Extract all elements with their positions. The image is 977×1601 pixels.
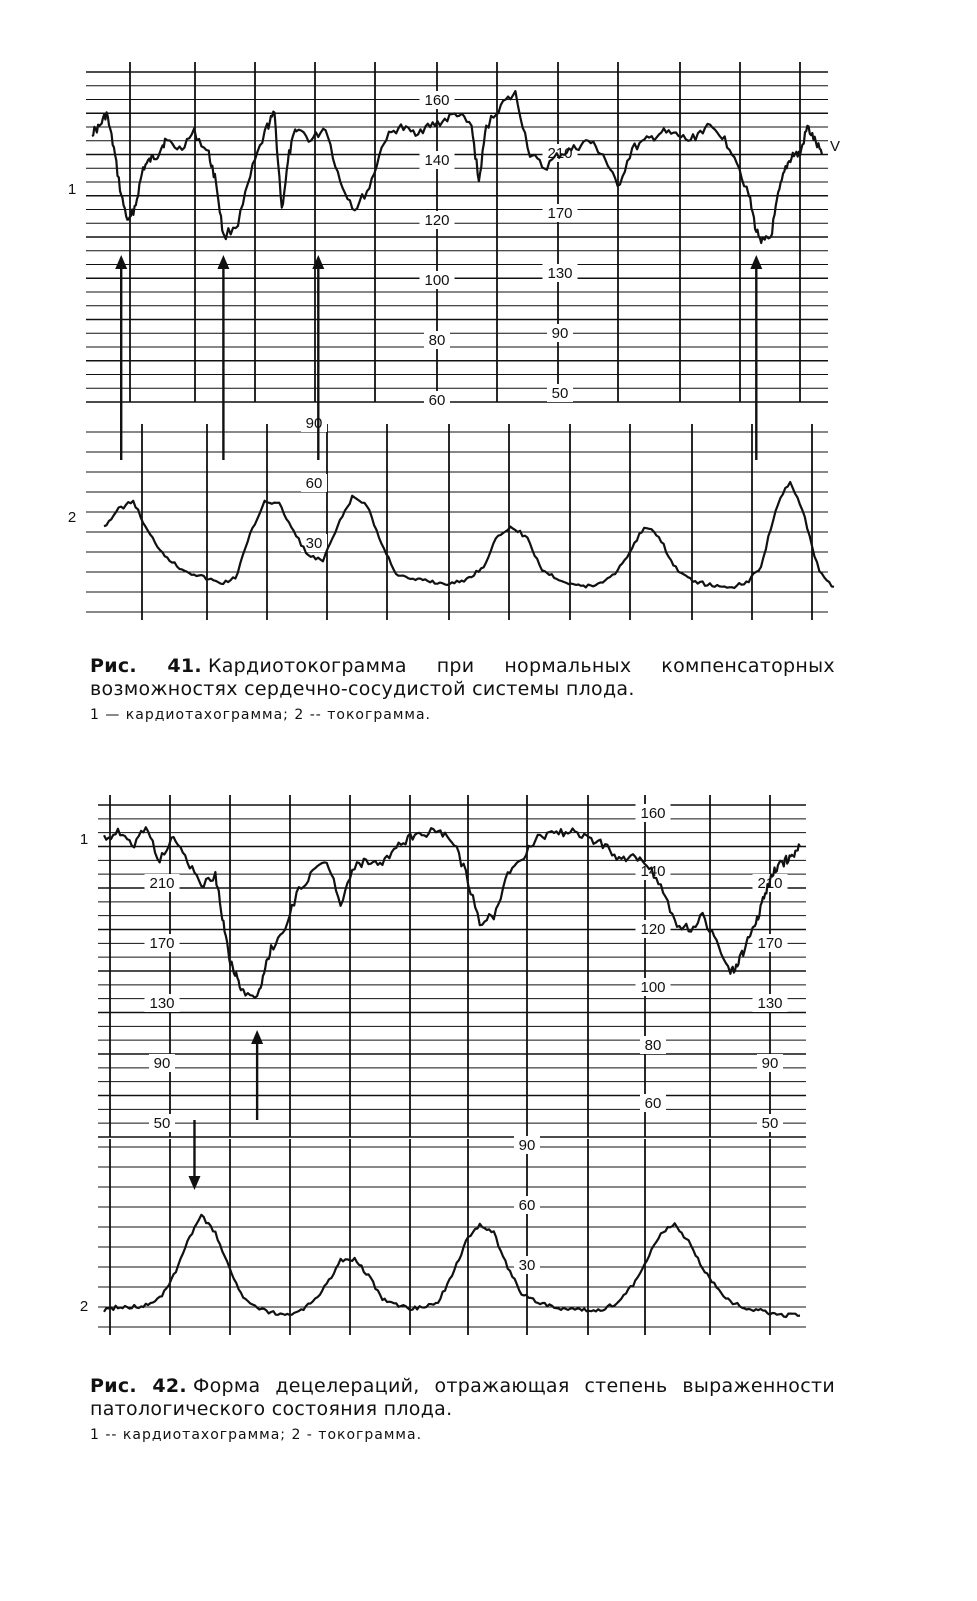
scale-labels bbox=[80, 804, 788, 1315]
trace-label-1: 1 bbox=[67, 180, 77, 198]
scale-label-fhr_mid-group bbox=[636, 920, 671, 938]
scale-label-fhr_mid-group bbox=[640, 1036, 666, 1054]
scale-label-toco-group bbox=[301, 414, 327, 432]
scale-label-toco: 30 bbox=[518, 1256, 536, 1274]
scale-label-fhr_right: 130 bbox=[547, 264, 573, 282]
scale-label-fhr_left-group bbox=[145, 874, 180, 892]
scale-label-fhr_right: 170 bbox=[547, 204, 573, 222]
scale-label-fhr_left: 140 bbox=[424, 151, 450, 169]
scale-label-fhr_right: 210 bbox=[757, 874, 783, 892]
scale-label-fhr_left: 90 bbox=[153, 1054, 171, 1072]
scale-label-toco-group bbox=[514, 1136, 540, 1154]
arrow-head-up bbox=[251, 1030, 263, 1044]
scale-label-fhr_right-group bbox=[543, 264, 578, 282]
arrow-head-down bbox=[188, 1176, 200, 1190]
scale-label-fhr_mid-group bbox=[640, 1094, 666, 1112]
caption-legend: 1 — кардиотахограмма; 2 -- токограмма. bbox=[90, 707, 431, 723]
arrow-head-up bbox=[312, 255, 324, 269]
scale-label-fhr_mid-group bbox=[636, 978, 671, 996]
cardiotocogram-41 bbox=[0, 40, 977, 620]
figure-number: Рис. 41. bbox=[90, 655, 202, 677]
caption-legend: 1 -- кардиотахограмма; 2 - токограмма. bbox=[90, 1427, 423, 1443]
figure-41-caption bbox=[90, 655, 835, 725]
scale-label-fhr_left-group bbox=[424, 331, 450, 349]
scale-label-fhr_left: 50 bbox=[153, 1114, 171, 1132]
figure-41-chart bbox=[0, 40, 977, 620]
scale-label-fhr_right: 50 bbox=[551, 384, 569, 402]
scale-label-fhr_right: 210 bbox=[547, 144, 573, 162]
scale-label-fhr_left: 100 bbox=[424, 271, 450, 289]
scale-label-fhr_left-group bbox=[420, 211, 455, 229]
grid-lines bbox=[86, 62, 828, 620]
edge-mark: V bbox=[830, 137, 841, 155]
scale-label-fhr_left-group bbox=[420, 91, 455, 109]
caption-text: Кардиотокограмма при нормальных компенсаторных возможностях сердечно-сосудистой системы плода. bbox=[90, 655, 835, 700]
scale-label-toco-group bbox=[514, 1256, 540, 1274]
scale-label-toco: 90 bbox=[305, 414, 323, 432]
scale-label-fhr_right: 130 bbox=[757, 994, 783, 1012]
scale-label-fhr_left-group bbox=[145, 994, 180, 1012]
scale-label-toco: 30 bbox=[305, 534, 323, 552]
scale-label-toco: 60 bbox=[305, 474, 323, 492]
scale-label-fhr_right-group bbox=[753, 934, 788, 952]
caption-text: Форма децелераций, отражающая степень выраженности патологического состояния плода. bbox=[90, 1375, 835, 1420]
scale-label-toco-group bbox=[301, 474, 327, 492]
scale-label-fhr_right-group bbox=[757, 1114, 783, 1132]
arrow-head-up bbox=[115, 255, 127, 269]
trace-label-2: 2 bbox=[67, 508, 77, 526]
scale-label-fhr_right-group bbox=[547, 324, 573, 342]
scale-label-fhr_left: 170 bbox=[149, 934, 175, 952]
scale-label-fhr_left: 160 bbox=[424, 91, 450, 109]
scale-label-fhr_left: 60 bbox=[428, 391, 446, 409]
trace-label-2: 2 bbox=[79, 1297, 89, 1315]
scale-label-fhr_left: 120 bbox=[424, 211, 450, 229]
scale-label-fhr_left-group bbox=[149, 1114, 175, 1132]
cardiotachogram-trace bbox=[104, 827, 800, 998]
scale-label-toco: 90 bbox=[518, 1136, 536, 1154]
cardiotocogram-42 bbox=[0, 775, 977, 1335]
scale-label-fhr_left-group bbox=[420, 151, 455, 169]
scale-label-fhr_mid: 140 bbox=[640, 862, 666, 880]
scale-label-fhr_left: 210 bbox=[149, 874, 175, 892]
scale-label-fhr_right: 90 bbox=[761, 1054, 779, 1072]
scale-label-fhr_left-group bbox=[145, 934, 180, 952]
scale-label-fhr_left-group bbox=[420, 271, 455, 289]
scale-label-fhr_left: 130 bbox=[149, 994, 175, 1012]
scale-label-fhr_mid: 60 bbox=[644, 1094, 662, 1112]
scale-label-fhr_left: 80 bbox=[428, 331, 446, 349]
figure-number: Рис. 42. bbox=[90, 1375, 187, 1397]
scale-label-fhr_right: 90 bbox=[551, 324, 569, 342]
scale-label-fhr_right-group bbox=[753, 994, 788, 1012]
scale-label-fhr_mid: 100 bbox=[640, 978, 666, 996]
scale-label-fhr_right-group bbox=[547, 384, 573, 402]
scale-label-fhr_left-group bbox=[424, 391, 450, 409]
arrow-head-up bbox=[750, 255, 762, 269]
scale-label-fhr_mid-group bbox=[636, 804, 671, 822]
figure-42-caption bbox=[90, 1375, 835, 1445]
scale-label-fhr_right-group bbox=[543, 204, 578, 222]
scale-label-fhr_mid: 80 bbox=[644, 1036, 662, 1054]
scale-label-toco-group bbox=[514, 1196, 540, 1214]
scale-label-toco: 60 bbox=[518, 1196, 536, 1214]
trace-label-1: 1 bbox=[79, 830, 89, 848]
scale-labels bbox=[68, 91, 840, 552]
scale-label-fhr_left-group bbox=[149, 1054, 175, 1072]
scale-label-fhr_right: 170 bbox=[757, 934, 783, 952]
scale-label-fhr_right-group bbox=[757, 1054, 783, 1072]
scale-label-fhr_mid: 160 bbox=[640, 804, 666, 822]
scale-label-fhr_right: 50 bbox=[761, 1114, 779, 1132]
grid-lines bbox=[98, 795, 806, 1335]
tocogram-trace bbox=[104, 1215, 800, 1317]
arrow-head-up bbox=[217, 255, 229, 269]
figure-42-chart bbox=[0, 775, 977, 1335]
scale-label-fhr_mid: 120 bbox=[640, 920, 666, 938]
